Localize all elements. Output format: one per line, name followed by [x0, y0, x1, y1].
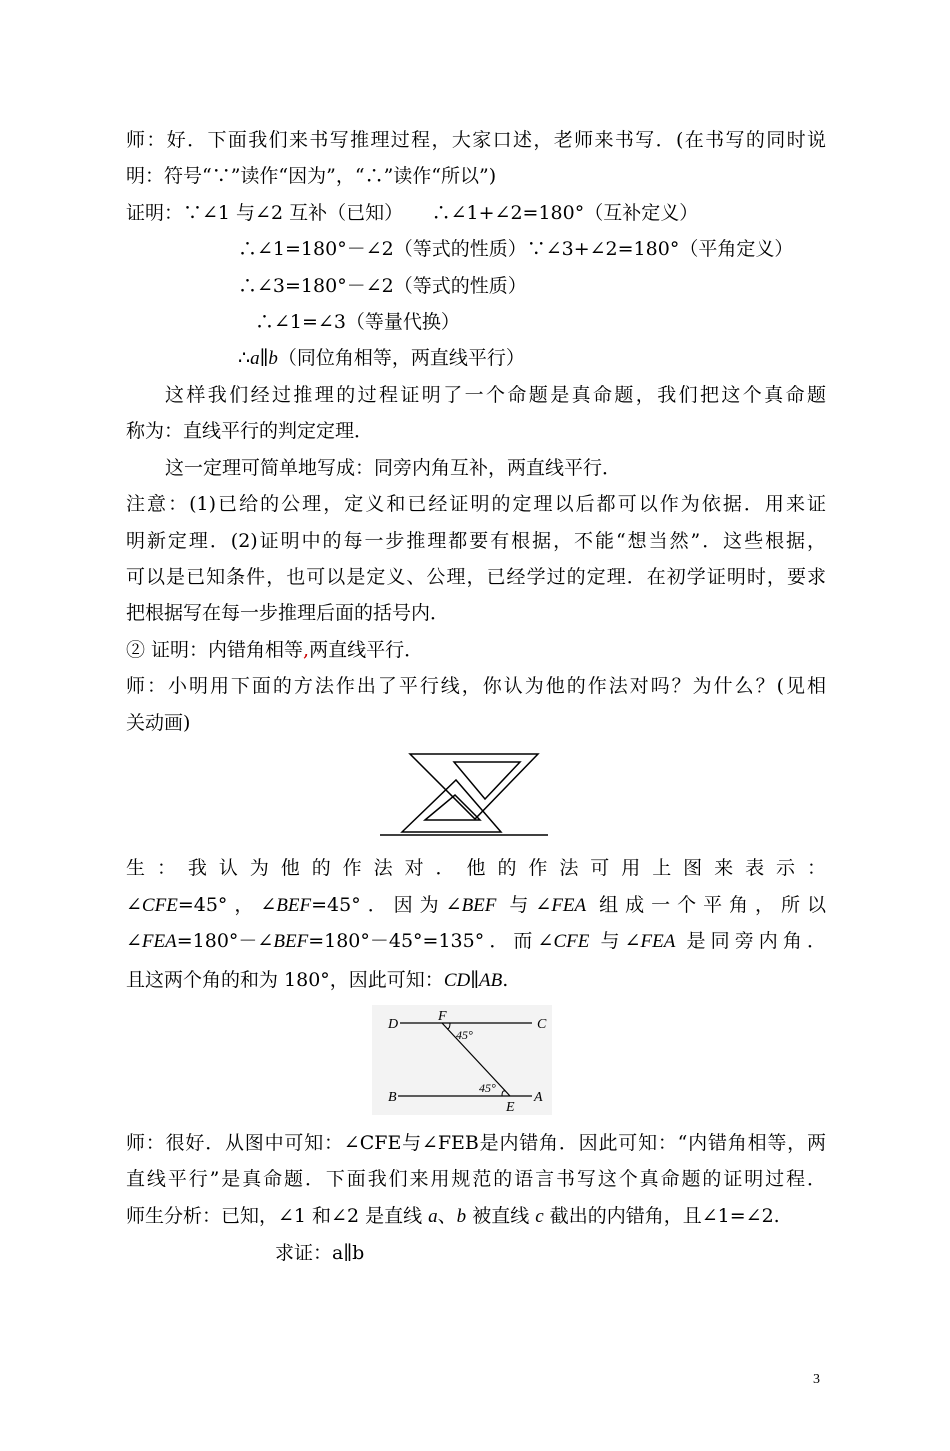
label-a: A: [534, 1090, 543, 1105]
text-line: 师生分析：已知，∠1 和∠2 是直线 a、b 被直线 c 截出的内错角，且∠1=∠2.: [126, 1205, 780, 1227]
page-number: 3: [813, 1372, 820, 1387]
line-ab: AB: [479, 970, 503, 991]
to-prove-line: 求证：a∥b: [275, 1242, 365, 1264]
angle-label-bottom: 45°: [479, 1081, 496, 1095]
text-line: 这一定理可简单地写成：同旁内角互补，两直线平行．: [165, 457, 622, 479]
proof-line: ∴∠3=180°－∠2（等式的性质）: [238, 275, 527, 297]
label-b: B: [388, 1090, 397, 1105]
proof-line: ∴∠1=180°－∠2（等式的性质）∵∠3+∠2=180°（平角定义）: [238, 238, 794, 260]
red-comma: ,: [303, 639, 310, 661]
text-line: ∠CFE=45°，∠BEF=45°．因为∠BEF 与∠FEA 组成一个平角，所以: [126, 894, 826, 916]
text-segment: 两直线平行．: [309, 639, 424, 661]
angle-cfe: CFE: [141, 895, 178, 916]
upper-set-square-inner: [454, 762, 520, 799]
label-e: E: [506, 1100, 515, 1115]
text-line: [126, 637, 423, 663]
text-line: 这样我们经过推理的过程证明了一个命题是真命题，我们把这个真命题: [165, 384, 826, 406]
line-cd: CD: [443, 970, 471, 991]
text-segment: ② 证明：内错角相等: [126, 639, 304, 661]
parallel-lines-figure: [372, 1005, 552, 1115]
var-c: c: [535, 1206, 544, 1227]
proof-line: ∴a∥b（同位角相等，两直线平行）: [238, 347, 525, 369]
var-a: a: [428, 1206, 438, 1227]
text-line: 注意：(1)已给的公理，定义和已经证明的定理以后都可以作为依据．用来证: [126, 493, 826, 515]
text-line: 直线平行”是真命题．下面我们来用规范的语言书写这个真命题的证明过程．: [126, 1168, 826, 1190]
proof-line: ∴∠1=∠3（等量代换）: [255, 311, 460, 333]
label-d: D: [388, 1017, 399, 1032]
text-line: 师：小明用下面的方法作出了平行线，你认为他的作法对吗？为什么？(见相: [126, 675, 826, 697]
var-b: b: [268, 348, 278, 369]
angle-bef: BEF: [273, 931, 309, 952]
proof-line: 证明：∵∠1 与∠2 互补（已知） ∴∠1+∠2=180°（互补定义）: [126, 202, 699, 224]
angle-fea: FEA: [640, 931, 676, 952]
proof-reason: （同位角相等，两直线平行）: [277, 347, 525, 369]
angle-bef: BEF: [461, 895, 497, 916]
text-line: 生：我认为他的作法对．他的作法可用上图来表示：: [126, 857, 826, 879]
angle-bef: BEF: [276, 895, 312, 916]
text-line: 可以是已知条件，也可以是定义、公理，已经学过的定理．在初学证明时，要求: [126, 566, 826, 588]
text-line: 且这两个角的和为 180°，因此可知：CD∥AB.: [126, 969, 509, 991]
lower-set-square: [402, 780, 501, 832]
var-a: a: [250, 348, 260, 369]
angle-cfe: CFE: [553, 931, 590, 952]
text-line: ∠FEA=180°－∠BEF=180°－45°=135°．而∠CFE 与∠FEA 是同旁内角．: [126, 930, 827, 952]
text-line: 师：很好．从图中可知：∠CFE与∠FEB是内错角．因此可知：“内错角相等，两: [126, 1132, 826, 1154]
text-line: 师：好．下面我们来书写推理过程，大家口述，老师来书写．(在书写的同时说: [126, 129, 826, 151]
angle-label-top: 45°: [456, 1028, 473, 1042]
var-b: b: [456, 1206, 467, 1227]
label-c: C: [537, 1017, 547, 1032]
set-square-figure: [380, 742, 548, 842]
text-line: 把根据写在每一步推理后面的括号内．: [126, 602, 450, 624]
angle-fea: FEA: [551, 895, 587, 916]
text-line: 关动画): [126, 712, 191, 734]
figure-background: [372, 1005, 552, 1115]
text-line: 明：符号“∵”读作“因为”，“∴”读作“所以”): [126, 165, 497, 187]
label-f: F: [438, 1009, 447, 1024]
parallel-symbol: ∥: [259, 347, 269, 369]
text-line: 明新定理．(2)证明中的每一步推理都要有根据，不能“想当然”．这些根据，: [126, 530, 826, 552]
angle-fea: FEA: [141, 931, 177, 952]
text-line: 称为：直线平行的判定定理．: [126, 420, 374, 442]
